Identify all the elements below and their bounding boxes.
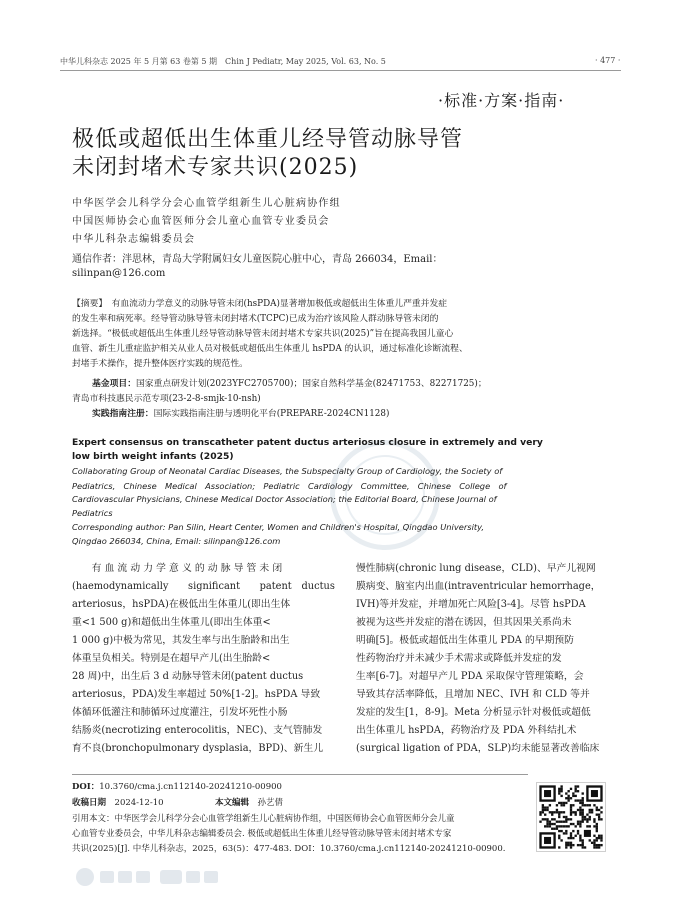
body-left-line: 结肠炎(necrotizing enterocolitis，NEC)、支气管肺发 [72,725,323,736]
registration-line [92,406,389,419]
editor-label: 本文编辑 [214,798,249,808]
fund-text: 国家重点研发计划(2023YFC2705700)；国家自然科学基金(82471753、82271725)； [136,379,487,389]
corresponding-author-line-1: 通信作者：泮思林，青岛大学附属妇女儿童医院心脏中心，青岛 266034，Email： [72,254,443,265]
body-left-line: 育不良(bronchopulmonary dysplasia，BPD)、新生儿 [72,743,323,754]
body-right-line: (surgical ligation of PDA，SLP)均未能显著改善临床 [356,743,600,754]
body-left-line: 重<1 500 g)和超低出生体重儿(即出生体重< [72,617,271,628]
footer-rule [72,774,528,775]
abstract-line-3: 新选择。“极低或超低出生体重儿经导管动脉导管未闭封堵术专家共识(2025)”旨在提高我国儿童心 [72,329,454,339]
received-date: 2024-12-10 [114,798,164,808]
article-title-line-2: 未闭封堵术专家共识(2025) [72,155,359,180]
body-right-line: 性药物治疗并未减少手术需求或降低并发症的发 [356,653,562,664]
english-corresponding-line-2: Qingdao 266034, China, Email: silinpan@126.com [72,536,281,546]
doi-line [72,780,282,792]
received-label: 收稿日期 [72,798,107,808]
abstract-line-2: 的发生率和病死率。经导管动脉导管未闭封堵术(TCPC)已成为治疗该风险人群动脉导管未闭的 [72,314,439,324]
body-left-line: arteriosus，hsPDA)在极低出生体重儿(即出生体 [72,599,291,610]
citation-line-1: 引用本文：中华医学会儿科学分会心血管学组新生儿心脏病协作组，中国医师协会心血管医师分会儿童 [72,814,455,824]
doi-label: DOI： [72,782,100,792]
body-left-line: (haemodynamically significant patent ductus [72,581,335,592]
affiliation-3: 中华儿科杂志编辑委员会 [72,234,196,245]
section-tag: ·标准·方案·指南· [438,91,565,110]
running-header: 中华儿科杂志 2025 年 5 月第 63 卷第 5 期 Chin J Pediatr, May 2025, Vol. 63, No. 5 [60,57,386,66]
registration-label: 实践指南注册： [92,409,154,419]
article-title-line-1: 极低或超低出生体重儿经导管动脉导管 [72,127,464,152]
citation-line-3: 共识(2025)[J]. 中华儿科杂志，2025，63(5)：477-483. DOI：10.3760/cma.j.cn112140-20241210-00900. [72,844,506,854]
body-left-line: 体重呈负相关。特别是在超早产儿(出生胎龄< [72,653,271,664]
english-title-line-1: Expert consensus on transcatheter patent ductus arteriosus closure in extremely and very [72,437,543,448]
body-right-line: 生率[6-7]。对超早产儿 PDA 采取保守管理策略，会 [356,671,584,682]
journal-logo-watermark [74,866,224,888]
body-right-line: 出生体重儿 hsPDA，药物治疗及 PDA 外科结扎术 [356,725,577,736]
corresponding-author-line-2: silinpan@126.com [72,268,166,279]
english-title-line-2: low birth weight infants (2025) [72,451,234,462]
fund-line-2: 青岛市科技惠民示范专项(23-2-8-smjk-10-nsh) [72,394,261,404]
affiliation-2: 中国医师协会心血管医师分会儿童心血管专业委员会 [72,216,330,227]
english-affiliation-line-3: Cardiovascular Physicians, Chinese Medical Doctor Association; the Editorial Board, Chinese Journal of [72,494,497,504]
body-right-line: IVH)等并发症，并增加死亡风险[3-4]。尽管 hsPDA [356,599,586,610]
english-corresponding-line-1: Corresponding author: Pan Silin, Heart Center, Women and Children's Hospital, Qingdao University, [72,522,485,532]
header-rule [60,70,621,71]
body-right-line: 被视为这些并发症的潜在诱因，但其因果关系尚未 [356,617,572,628]
body-left-line: 28 周)中，出生后 3 d 动脉导管未闭(patent ductus [72,671,304,682]
body-right-line: 慢性肺病(chronic lung disease，CLD)、早产儿视网 [356,563,596,574]
body-right-line: 导致其存活率降低，且增加 NEC、IVH 和 CLD 等并 [356,689,590,700]
received-line [72,796,283,808]
body-left-line: 有 血 流 动 力 学 意 义 的 动 脉 导 管 未 闭 [72,563,283,574]
english-affiliation-line-4: Pediatrics [72,508,113,518]
editor-name: 孙艺倩 [257,798,283,808]
body-left-line: arteriosus，PDA)发生率超过 50%[1-2]。hsPDA 导致 [72,689,321,700]
page-number: · 477 · [595,56,621,65]
affiliation-1: 中华医学会儿科学分会心血管学组新生儿心脏病协作组 [72,198,341,209]
fund-label: 基金项目： [92,379,136,389]
qr-code-icon[interactable] [536,782,606,852]
body-right-line: 膜病变、脑室内出血(intraventricular hemorrhage， [356,581,601,592]
fund-line-1 [92,376,487,389]
body-right-line: 明确[5]。极低或超低出生体重儿 PDA 的早期预防 [356,635,574,646]
citation-line-2: 心血管专业委员会，中华儿科杂志编辑委员会. 极低或超低出生体重儿经导管动脉导管未闭封堵术专家 [72,829,452,839]
abstract-line-5: 封堵手术操作，提升整体医疗实践的规范性。 [72,359,248,369]
body-left-line: 1 000 g)中极为常见，其发生率与出生胎龄和出生 [72,635,290,646]
english-affiliation-line-1: Collaborating Group of Neonatal Cardiac Diseases, the Subspecialty Group of Cardiology, the Society of [72,466,503,476]
abstract-line-1: 【摘要】 有血流动力学意义的动脉导管未闭(hsPDA)显著增加极低或超低出生体重儿严重并发症 [72,299,448,309]
doi-link[interactable]: 10.3760/cma.j.cn112140-20241210-00900 [99,782,282,792]
qr-code-graphic [537,783,605,851]
body-left-line: 体循环低灌注和肺循环过度灌注，引发坏死性小肠 [72,707,288,718]
english-affiliation-line-2: Pediatrics, Chinese Medical Association; Pediatric Cardiology Committee, Chinese College of [72,481,507,491]
abstract-line-4: 血管、新生儿重症监护相关从业人员对极低或超低出生体重儿 hsPDA 的认识，通过标准化诊断流程、 [72,344,468,354]
registration-text: 国际实践指南注册与透明化平台(PREPARE-2024CN1128) [153,409,390,419]
body-right-line: 发症的发生[1，8-9]。Meta 分析显示针对极低或超低 [356,707,591,718]
